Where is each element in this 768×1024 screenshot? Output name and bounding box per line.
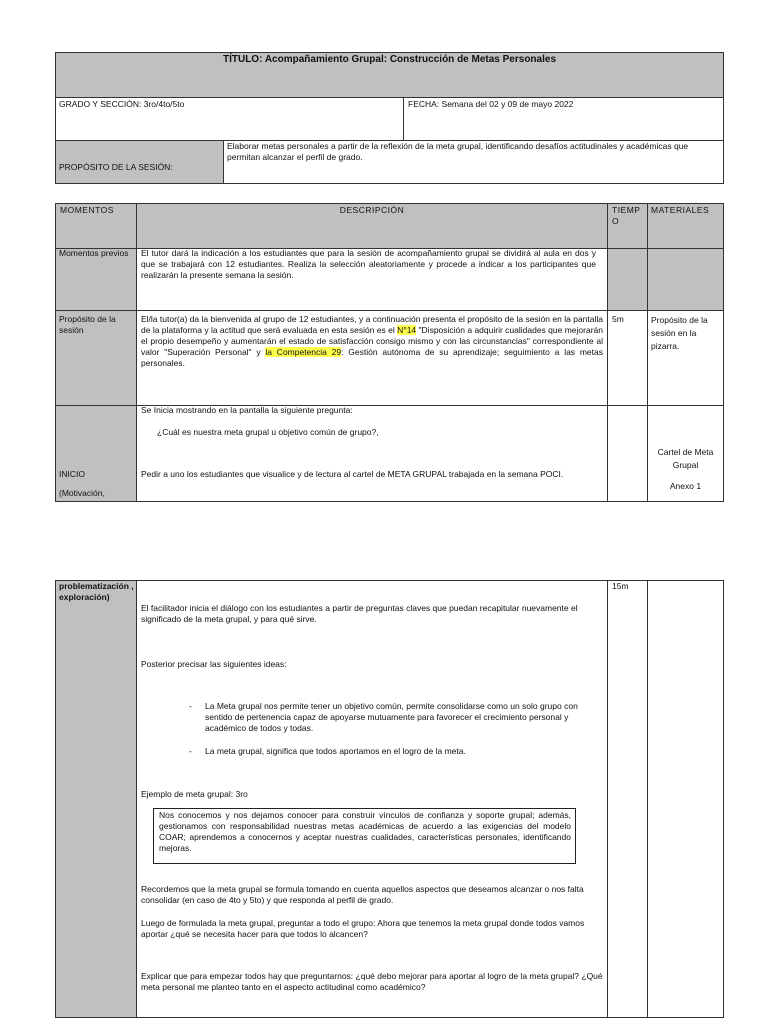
date-label: FECHA: Semana del 02 y 09 de mayo 2022 [408, 99, 574, 109]
row3-p3: Pedir a uno los estudiantes que visualice y de lectura al cartel de META GRUPAL trabajada en la semana POCI. [141, 469, 564, 479]
row2-desc-b: "Disposición a adquirir cualidades que mejorarán el propio desempeño y aumentarán el estado de satisfacción consigo mismo y con las circunstancias" correspondiente al valor "Superación Personal" y [141, 325, 603, 357]
row4-p1: El facilitador inicia el diálogo con los estudiantes a partir de preguntas claves que puedan recapitular nuevamente el significado de la meta grupal, y para qué sirve. [141, 603, 578, 624]
header-descripcion: DESCRIPCIÓN [339, 205, 405, 215]
row4-momento: problematización , exploración) [59, 581, 134, 602]
row2-descripcion [141, 314, 603, 369]
row3-momento-2: (Motivación, [59, 488, 105, 498]
row4-p5: Luego de formulada la meta grupal, preguntar a todo el grupo: Ahora que tenemos la meta grupal donde todos vamos aportar ¿qué se necesita hacer para que todos lo alcancen? [141, 918, 585, 939]
row3-desc-cell [136, 405, 608, 502]
row2-momento: Propósito de la sesión [59, 314, 116, 335]
row4-tiempo-cell [607, 580, 648, 1018]
row3-p2: ¿Cuál es nuestra meta grupal u objetivo común de grupo?, [157, 427, 379, 437]
row1-materiales-cell [647, 248, 724, 311]
row3-momento: INICIO [59, 469, 85, 479]
row3-anexo: Anexo 1 [669, 481, 702, 491]
row3-p1: Se Inicia mostrando en la pantalla la siguiente pregunta: [141, 405, 353, 415]
purpose-text: Elaborar metas personales a partir de la reflexión de la meta grupal, identificando desafíos actitudinales y académicas que permitan alcanzar el perfil de grado. [227, 141, 689, 162]
grade-label: GRADO Y SECCIÓN: 3ro/4to/5to [59, 99, 185, 109]
header-materiales: MATERIALES [651, 205, 710, 215]
row2-desc-a: El/la tutor(a) da la bienvenida al grupo de 12 estudiantes, y a continuación presenta el propósito de la sesión en la pantalla de la plataforma y la actitud que será evaluada en esta sesión es el [141, 314, 603, 335]
header-tiempo: TIEMPO [612, 205, 641, 226]
row1-descripcion: El tutor dará la indicación a los estudiantes que para la sesión de acompañamiento grupal se dividirá al aula en dos y que se trabajará con 12 estudiantes. Realiza la selección aleatoriamente y procede a indicar a los participantes que realizarán la presente semana la sesión. [141, 248, 596, 280]
row1-tiempo-cell [607, 248, 648, 311]
row4-tiempo: 15m [612, 581, 629, 591]
row4-momento-cell [55, 580, 137, 1018]
row1-momento: Momentos previos [59, 248, 129, 258]
row2-materiales: Propósito de la sesión en la pizarra. [651, 315, 708, 351]
row4-materiales-cell [647, 580, 724, 1018]
row4-p2: Posterior precisar las siguientes ideas: [141, 659, 287, 669]
bullet-mark-1: - [189, 701, 192, 711]
header-momentos: MOMENTOS [60, 205, 114, 215]
bullet-mark-2: - [189, 746, 192, 756]
purpose-label: PROPÓSITO DE LA SESIÓN: [59, 162, 173, 172]
row4-bullet-1: La Meta grupal nos permite tener un objetivo común, permite consolidarse como un solo grupo con sentido de pertenencia capaz de apoyarse mutuamente para favorecer el crecimiento personal y académico de todos y todas. [205, 701, 578, 733]
row4-p3: Ejemplo de meta grupal: 3ro [141, 789, 248, 799]
row4-p6: Explicar que para empezar todos hay que preguntarnos: ¿qué debo mejorar para aportar al logro de la meta grupal? ¿Qué meta personal me planteo tanto en el aspecto actitudinal como académico? [141, 971, 603, 992]
group-goal-example-text: Nos conocemos y nos dejamos conocer para construir vínculos de confianza y soporte grupal; además, gestionamos con responsabilidad nuestras metas académicas de acuerdo a las exigencias del modelo COAR; aprendemos a conocernos y aceptar nuestras cualidades, características personales, identificando mejoras. [159, 810, 571, 853]
row3-materiales: Cartel de Meta Grupal [657, 447, 714, 470]
page-title: TÍTULO: Acompañamiento Grupal: Construcción de Metas Personales [222, 54, 557, 65]
row3-tiempo-cell [607, 405, 648, 502]
competency-highlight: la Competencia 29 [265, 347, 342, 357]
row4-bullet-2: La meta grupal, significa que todos aportamos en el logro de la meta. [205, 746, 466, 756]
row4-p4: Recordemos que la meta grupal se formula tomando en cuenta aquellos aspectos que deseamos alcanzar o nos falta consolidar (en caso de 4to y 5to) y que responda al perfil de grado. [141, 884, 584, 905]
row2-tiempo: 5m [612, 314, 624, 324]
attitude-number-highlight: N°14 [397, 325, 417, 335]
row2-desc-c: : Gestión autónoma de su aprendizaje; seguimiento a las metas personales. [141, 347, 603, 368]
